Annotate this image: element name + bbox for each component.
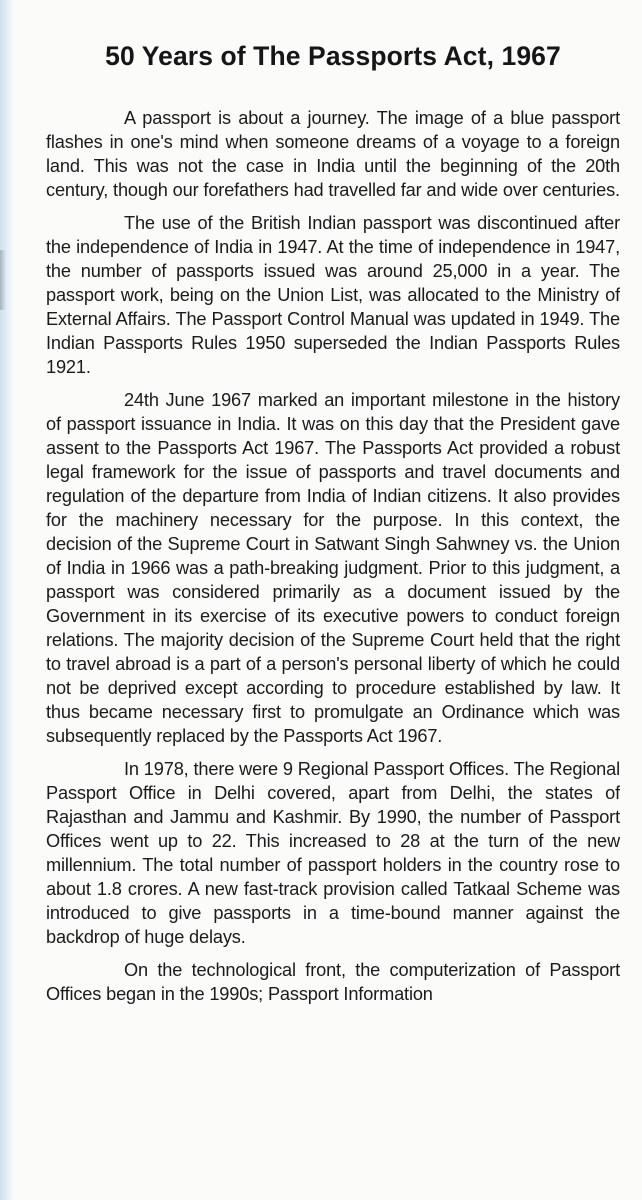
- article-paragraph-1: A passport is about a journey. The image of a blue passport flashes in one's mind when someone dreams of a voyage to a foreign land. This was not the case in India until the beginning of the 20th century, though our forefathers had travelled far and wide over centuries.: [46, 108, 620, 200]
- article-title: 50 Years of The Passports Act, 1967: [105, 41, 561, 71]
- article-paragraph-3: 24th June 1967 marked an important milestone in the history of passport issuance in India. It was on this day that the President gave assent to the Passports Act 1967. The Passports Act provided a robust legal framework for the issue of passports and travel documents and regulation of the departure from India of Indian citizens. It also provides for the machinery necessary for the purpose. In this context, the decision of the Supreme Court in Satwant Singh Sahwney vs. the Union of India in 1966 was a path-breaking judgment. Prior to this judgment, a passport was considered primarily as a document issued by the Government in its exercise of its executive powers to conduct foreign relations. The majority decision of the Supreme Court held that the right to travel abroad is a part of a person's personal liberty of which he could not be deprived except according to procedure established by law. It thus became necessary first to promulgate an Ordinance which was subsequently replaced by the Passports Act 1967.: [46, 390, 620, 746]
- article-body: [46, 106, 620, 1006]
- article-paragraph-4: In 1978, there were 9 Regional Passport Offices. The Regional Passport Office in Delhi covered, apart from Delhi, the states of Rajasthan and Jammu and Kashmir. By 1990, the number of Passport Offices went up to 22. This increased to 28 at the turn of the new millennium. The total number of passport holders in the country rose to about 1.8 crores. A new fast-track provision called Tatkaal Scheme was introduced to give passports in a time-bound manner against the backdrop of huge delays.: [46, 759, 620, 947]
- binding-shadow: [0, 250, 6, 310]
- article-paragraph-2: The use of the British Indian passport was discontinued after the independence of India in 1947. At the time of independence in 1947, the number of passports issued was around 25,000 in a year. The passport work, being on the Union List, was allocated to the Ministry of External Affairs. The Passport Control Manual was updated in 1949. The Indian Passports Rules 1950 superseded the Indian Passports Rules 1921.: [46, 213, 620, 377]
- document-page: [46, 40, 620, 1190]
- page-binding-edge: [0, 0, 14, 1200]
- article-paragraph-5: On the technological front, the computerization of Passport Offices began in the 1990s; Passport Information: [46, 960, 620, 1004]
